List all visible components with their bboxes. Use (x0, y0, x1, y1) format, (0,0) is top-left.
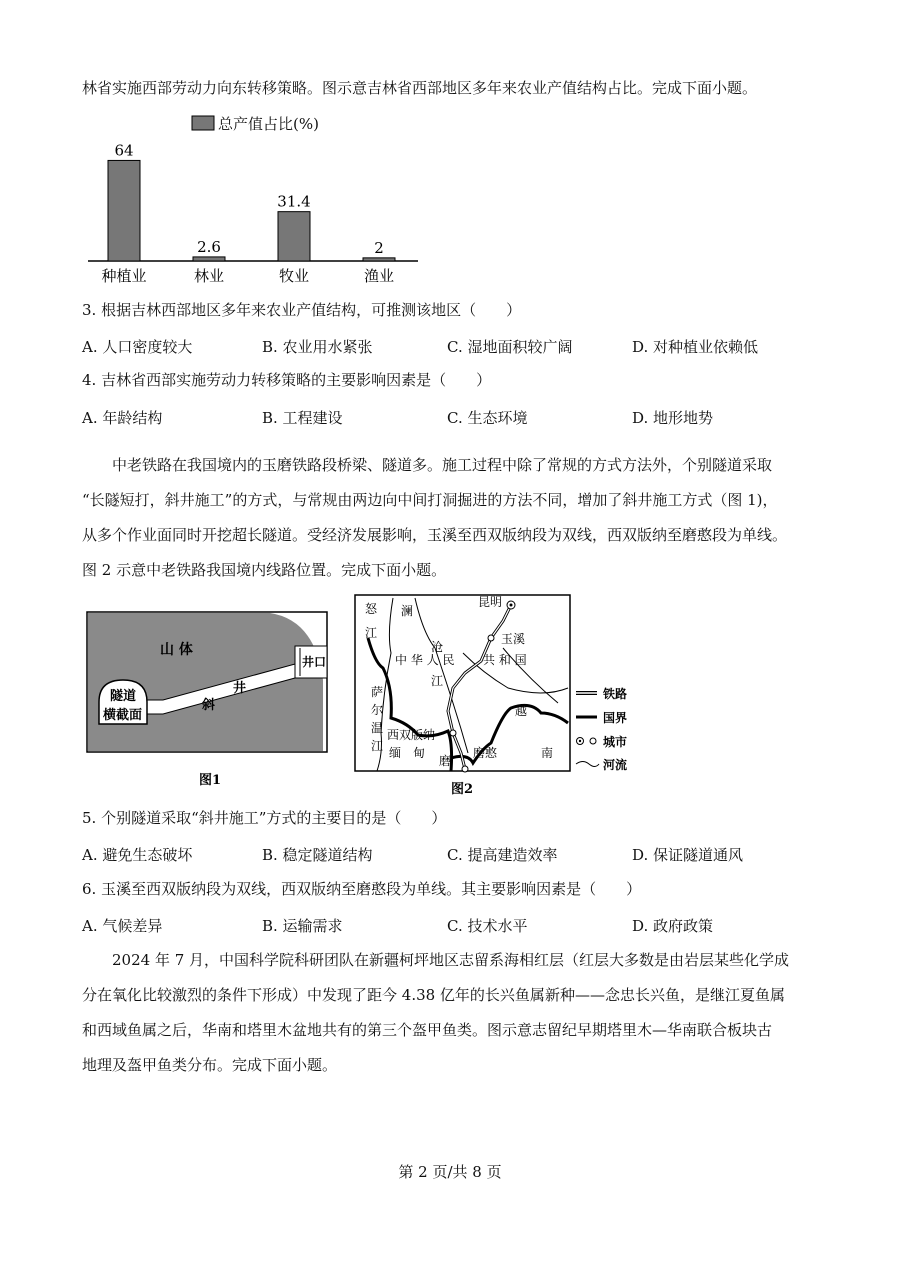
legend-border-label: 国界 (603, 711, 628, 725)
bar-value-label-1: 64 (114, 141, 134, 160)
bar-2 (193, 257, 225, 261)
passage2-line1: 中老铁路在我国境内的玉磨铁路段桥梁、隧道多。施工过程中除了常规的方式方法外，个别隧道采取 (112, 456, 773, 474)
passage3-line3: 和西域鱼属之后，华南和塔里木盆地共有的第三个盔甲鱼类。图示意志留纪早期塔里木—华南联合板块古 (82, 1021, 773, 1039)
xishuangbanna-label: 西双版纳 (387, 728, 436, 742)
tunnel-label-2: 横截面 (103, 708, 143, 723)
q5-option-b: B. 稳定隧道结构 (262, 846, 373, 864)
passage3-line4: 地理及盔甲鱼类分布。完成下面小题。 (82, 1056, 338, 1074)
category-label-3: 牧业 (278, 267, 310, 285)
q3-option-b: B. 农业用水紧张 (262, 338, 373, 356)
kunming-label: 昆明 (478, 595, 503, 609)
intro-text: 林省实施西部劳动力向东转移策略。图示意吉林省西部地区多年来农业产值结构占比。完成下面小题。 (82, 79, 758, 97)
sal-label-2: 尔 (371, 703, 384, 717)
legend-rail-label: 铁路 (603, 687, 628, 701)
tunnel-label-1: 隧道 (110, 689, 137, 704)
bar-value-label-3: 31.4 (277, 192, 311, 211)
q4-option-a: A. 年龄结构 (82, 409, 163, 427)
q3-option-a: A. 人口密度较大 (82, 338, 193, 356)
passage2-line4: 图 2 示意中老铁路我国境内线路位置。完成下面小题。 (82, 561, 447, 579)
cang-label-1: 沧 (431, 640, 444, 654)
fig2-caption: 图2 (451, 782, 474, 797)
q5-option-d: D. 保证隧道通风 (632, 846, 744, 864)
china-label-2: 共 和 国 (483, 653, 527, 667)
page-footer: 第 2 页/共 8 页 (398, 1163, 502, 1181)
legend-river-label: 河流 (603, 758, 628, 772)
myanmar-label: 缅 甸 (389, 746, 426, 760)
q4-stem: 4. 吉林省西部实施劳动力转移策略的主要影响因素是（ ） (82, 371, 492, 389)
category-label-1: 种植业 (101, 267, 147, 285)
category-label-2: 林业 (193, 267, 225, 285)
bar-1 (108, 160, 140, 261)
agri-output-bar-chart (80, 108, 430, 288)
vietnam-label-2: 南 (541, 746, 554, 760)
vietnam-label-1: 越 (515, 704, 528, 718)
shaft-label-2: 井 (233, 681, 247, 696)
bar-value-label-2: 2.6 (197, 237, 221, 256)
passage3-line2: 分在氧化比较激烈的条件下形成）中发现了距今 4.38 亿年的长兴鱼属新种——念忠长兴鱼，是继江夏鱼属 (82, 986, 785, 1004)
mohan-city (462, 766, 468, 772)
yuxi-label: 玉溪 (501, 632, 526, 646)
q4-option-b: B. 工程建设 (262, 409, 343, 427)
nu-label-2: 江 (365, 626, 378, 640)
railway-map-figure (353, 593, 653, 798)
bar-4 (363, 258, 395, 261)
q6-option-b: B. 运输需求 (262, 917, 343, 935)
bar-value-label-4: 2 (374, 238, 384, 257)
legend-label: 总产值占比(%) (218, 115, 319, 133)
q4-option-d: D. 地形地势 (632, 409, 714, 427)
sal-label-4: 江 (371, 739, 384, 753)
passage2-line3: 从多个作业面同时开挖超长隧道。受经济发展影响，玉溪至西双版纳段为双线，西双版纳至磨憨段为单线。 (82, 526, 788, 544)
q5-option-c: C. 提高建造效率 (447, 846, 558, 864)
q6-option-c: C. 技术水平 (447, 917, 528, 935)
sal-label-3: 温 (371, 721, 384, 735)
bar-3 (278, 212, 310, 261)
q6-stem: 6. 玉溪至西双版纳段为双线，西双版纳至磨憨段为单线。其主要影响因素是（ ） (82, 880, 642, 898)
nu-label-1: 怒 (365, 602, 378, 616)
lan-label: 澜 (401, 604, 414, 618)
cang-label-2: 江 (431, 674, 444, 688)
tunnel-figure (85, 610, 335, 795)
fig1-caption: 图1 (199, 773, 222, 788)
mountain-label: 山 体 (160, 642, 193, 658)
china-label-1: 中 华 人 民 (395, 653, 455, 667)
q4-option-c: C. 生态环境 (447, 409, 528, 427)
category-label-4: 渔业 (363, 267, 395, 285)
q6-option-d: D. 政府政策 (632, 917, 714, 935)
q3-option-d: D. 对种植业依赖低 (632, 338, 759, 356)
shaft-label-1: 斜 (202, 698, 216, 713)
wellhead-label: 井口 (302, 655, 327, 669)
q6-option-a: A. 气候差异 (82, 917, 163, 935)
yuxi-city (488, 635, 494, 641)
q3-option-c: C. 湿地面积较广阔 (447, 338, 573, 356)
legend-city-label: 城市 (603, 735, 628, 749)
passage2-line2: “长隧短打，斜井施工”的方式，与常规由两边向中间打洞掘进的方法不同，增加了斜井施工方式（图 1)， (82, 491, 778, 509)
mo-label: 磨 (439, 754, 452, 768)
sal-label-1: 萨 (371, 685, 384, 699)
xishuangbanna-city (450, 730, 456, 736)
q5-option-a: A. 避免生态破坏 (82, 846, 193, 864)
legend-swatch (192, 116, 214, 130)
q5-stem: 5. 个别隧道采取“斜井施工”方式的主要目的是（ ） (82, 809, 447, 827)
q3-stem: 3. 根据吉林西部地区多年来农业产值结构，可推测该地区（ ） (82, 301, 522, 319)
mohan-label: 磨憨 (473, 746, 498, 760)
passage3-line1: 2024 年 7 月，中国科学院科研团队在新疆柯坪地区志留系海相红层（红层大多数是由岩层某些化学成 (112, 951, 790, 969)
